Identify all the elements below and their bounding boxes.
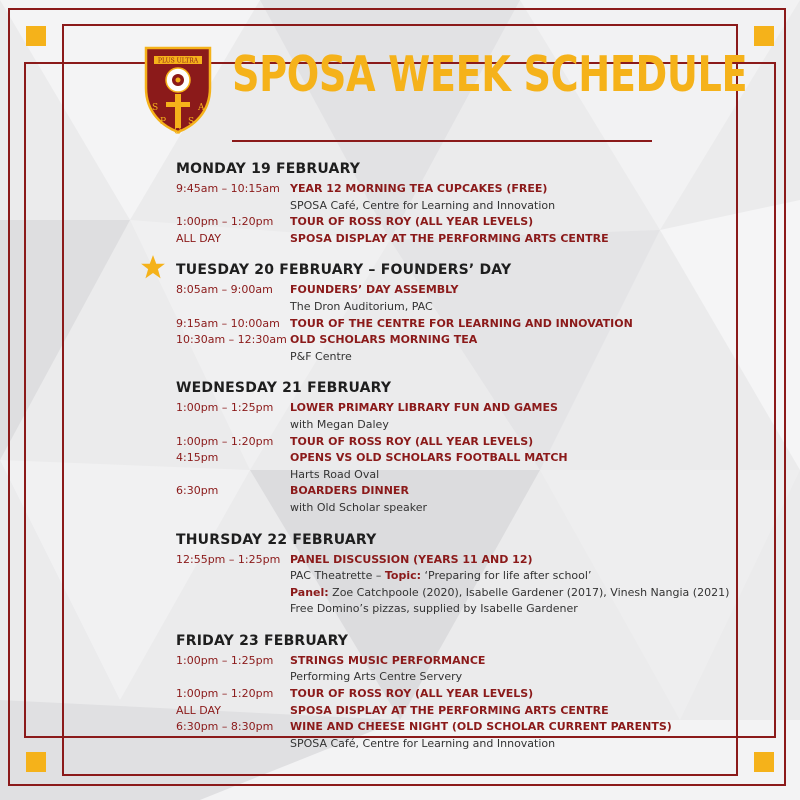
event-title: SPOSA DISPLAY AT THE PERFORMING ARTS CENTRE (290, 231, 609, 245)
event-row (176, 483, 736, 516)
day-wednesday (176, 379, 736, 516)
corner-square-bottom-left (26, 752, 46, 772)
title-divider (232, 140, 652, 142)
event-row (176, 552, 736, 618)
event-detail: SPOSA Café, Centre for Learning and Innovation (290, 736, 556, 750)
event-time: 9:15am – 10:00am (176, 316, 280, 330)
event-title: LOWER PRIMARY LIBRARY FUN AND GAMES (290, 401, 558, 415)
event-title: SPOSA DISPLAY AT THE PERFORMING ARTS CENTRE (290, 703, 609, 717)
event-time: 6:30pm (176, 484, 219, 498)
event-title: OPENS VS OLD SCHOLARS FOOTBALL MATCH (290, 451, 568, 465)
event-row (176, 231, 736, 248)
event-time: 1:00pm – 1:20pm (176, 687, 274, 701)
event-time: 1:00pm – 1:20pm (176, 434, 274, 448)
day-friday (176, 632, 736, 753)
event-row (176, 703, 736, 720)
event-row (176, 332, 736, 365)
day-title: FRIDAY 23 FEBRUARY (176, 632, 349, 649)
event-time: 9:45am – 10:15am (176, 182, 280, 195)
event-detail: Free Domino’s pizzas, supplied by Isabelle Gardener (290, 602, 578, 616)
event-title: YEAR 12 MORNING TEA CUPCAKES (FREE) (290, 182, 548, 195)
event-time: 1:00pm – 1:25pm (176, 653, 274, 667)
event-row (176, 719, 736, 752)
event-time: 6:30pm – 8:30pm (176, 720, 274, 734)
schedule-list (176, 160, 736, 766)
crest-motto: PLUS ULTRA (157, 57, 199, 65)
event-title: PANEL DISCUSSION (YEARS 11 AND 12) (290, 552, 533, 566)
event-row (176, 450, 736, 483)
day-title: WEDNESDAY 21 FEBRUARY (176, 380, 392, 397)
event-row (176, 400, 736, 433)
day-thursday (176, 531, 736, 618)
day-title: MONDAY 19 FEBRUARY (176, 161, 361, 177)
corner-square-top-left (26, 26, 46, 46)
event-title: TOUR OF THE CENTRE FOR LEARNING AND INNOVATION (290, 316, 633, 330)
event-row (176, 434, 736, 451)
event-title: OLD SCHOLARS MORNING TEA (290, 333, 478, 347)
event-detail: The Dron Auditorium, PAC (290, 299, 433, 313)
event-time: ALL DAY (176, 231, 221, 245)
day-tuesday (176, 261, 736, 365)
event-time: 4:15pm (176, 451, 219, 465)
crest-letter-a: A (198, 103, 205, 113)
school-crest-logo (138, 42, 218, 138)
event-time: 12:55pm – 1:25pm (176, 552, 281, 566)
event-row (176, 316, 736, 333)
crest-letter-p: P (160, 117, 167, 127)
crest-letter-o: O (174, 127, 182, 137)
event-row (176, 214, 736, 231)
event-row (176, 686, 736, 703)
event-detail-panel: Panel: Zoe Catchpoole (2020), Isabelle Gardener (2017), Vinesh Nangia (2021) (290, 585, 730, 599)
event-title: BOARDERS DINNER (290, 484, 409, 498)
event-title: TOUR OF ROSS ROY (ALL YEAR LEVELS) (290, 687, 534, 701)
event-time: 1:00pm – 1:25pm (176, 401, 274, 415)
event-title: WINE AND CHEESE NIGHT (OLD SCHOLAR CURRENT PARENTS) (290, 720, 672, 734)
event-detail: SPOSA Café, Centre for Learning and Innovation (290, 198, 556, 212)
event-detail: Harts Road Oval (290, 467, 380, 481)
event-detail-topic: PAC Theatrette – Topic: ‘Preparing for life after school’ (290, 569, 592, 583)
corner-square-top-right (754, 26, 774, 46)
page-title: SPOSA WEEK SCHEDULE (232, 46, 748, 103)
crest-letter-s2: S (188, 117, 195, 127)
event-detail: with Megan Daley (290, 417, 389, 431)
day-monday (176, 160, 736, 247)
event-time: 1:00pm – 1:20pm (176, 215, 274, 229)
event-detail: with Old Scholar speaker (290, 500, 428, 514)
topic-label: Topic: (384, 569, 422, 583)
event-row (176, 282, 736, 315)
star-icon (140, 254, 166, 280)
event-time: 8:05am – 9:00am (176, 283, 273, 297)
event-detail: Performing Arts Centre Servery (290, 670, 463, 684)
event-row (176, 653, 736, 686)
event-time: ALL DAY (176, 703, 221, 717)
event-title: STRINGS MUSIC PERFORMANCE (290, 653, 486, 667)
event-row (176, 181, 736, 214)
day-title: THURSDAY 22 FEBRUARY (176, 531, 377, 548)
event-title: TOUR OF ROSS ROY (ALL YEAR LEVELS) (290, 215, 534, 229)
event-detail: P&F Centre (290, 349, 352, 363)
day-title: TUESDAY 20 FEBRUARY – FOUNDERS’ DAY (176, 262, 512, 279)
corner-square-bottom-right (754, 752, 774, 772)
event-title: FOUNDERS’ DAY ASSEMBLY (290, 283, 459, 297)
panel-label: Panel: (290, 585, 329, 599)
event-title: TOUR OF ROSS ROY (ALL YEAR LEVELS) (290, 434, 534, 448)
crest-letter-s: S (152, 103, 159, 113)
event-time: 10:30am – 12:30am (176, 333, 287, 347)
